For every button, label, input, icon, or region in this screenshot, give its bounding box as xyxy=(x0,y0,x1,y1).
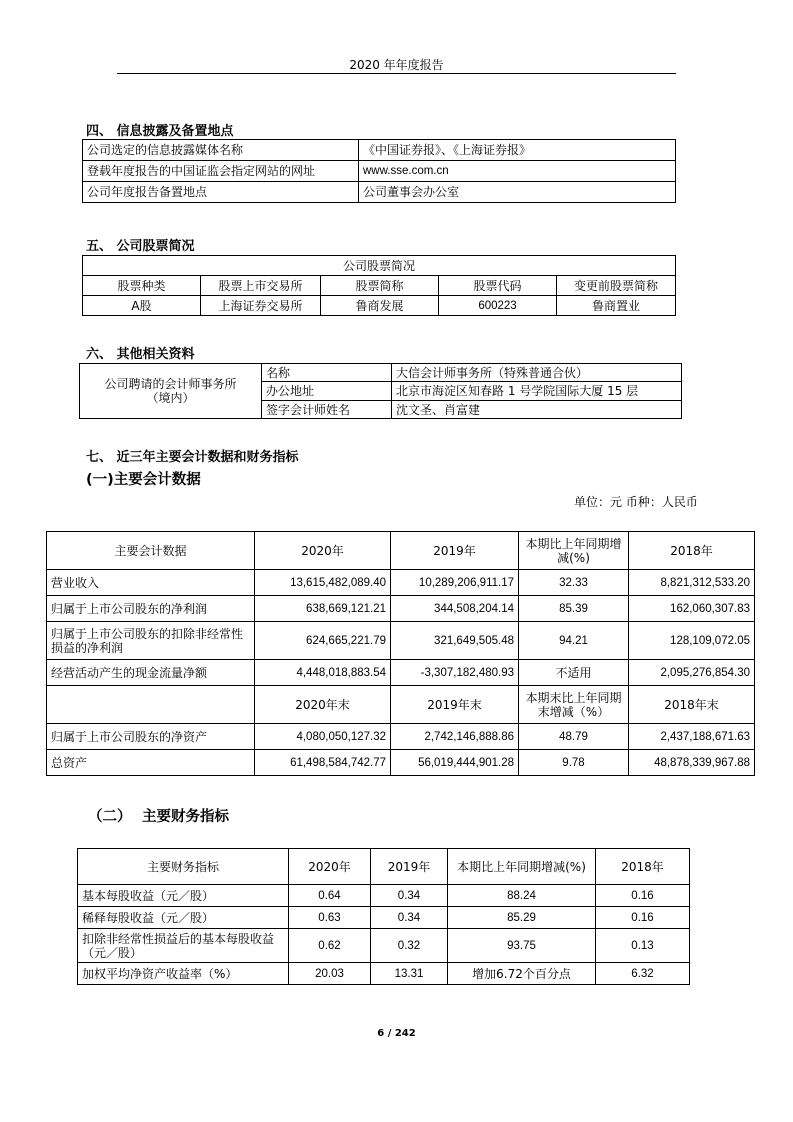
cell: 128,109,072.05 xyxy=(629,622,755,660)
cell: 沈文圣、肖富建 xyxy=(392,401,682,419)
cell: -3,307,182,480.93 xyxy=(391,660,519,686)
table-row xyxy=(78,907,690,929)
cell: 88.24 xyxy=(448,885,596,907)
cell: 营业收入 xyxy=(47,570,255,596)
section-7-heading: 七、 近三年主要会计数据和财务指标 xyxy=(86,450,299,465)
cell: 0.34 xyxy=(371,885,448,907)
cell: 办公地址 xyxy=(262,382,392,401)
column-header: 变更前股票简称 xyxy=(557,276,676,296)
cell: 321,649,505.48 xyxy=(391,622,519,660)
column-header: 主要会计数据 xyxy=(47,532,255,570)
cell: A股 xyxy=(83,296,201,316)
column-header: 本期比上年同期增减(%) xyxy=(448,849,596,885)
table-row xyxy=(83,296,676,316)
table-header-row xyxy=(78,849,690,885)
cell: 94.21 xyxy=(519,622,629,660)
table-row xyxy=(78,885,690,907)
column-header: 本期比上年同期增减(%) xyxy=(519,532,629,570)
column-header: 2019年 xyxy=(391,532,519,570)
table-header-row xyxy=(47,532,755,570)
cell: 0.16 xyxy=(596,907,690,929)
subsection-2-number: （二） xyxy=(88,809,132,825)
cell: 《中国证券报》、《上海证券报》 xyxy=(359,140,676,161)
subsection-1-title: (一)主要会计数据 xyxy=(86,472,201,488)
table-caption: 公司股票简况 xyxy=(83,256,676,276)
cell: 公司年度报告备置地点 xyxy=(83,182,359,203)
cell: 4,080,050,127.32 xyxy=(255,724,391,750)
column-header: 股票代码 xyxy=(439,276,557,296)
table-row xyxy=(47,570,755,596)
column-header: 2018年末 xyxy=(629,686,755,724)
unit-note: 单位：元 币种：人民币 xyxy=(574,495,698,509)
column-header: 2020年末 xyxy=(255,686,391,724)
cell: 0.63 xyxy=(289,907,371,929)
cell: 归属于上市公司股东的净利润 xyxy=(47,596,255,622)
column-header: 2020年 xyxy=(255,532,391,570)
cell: 93.75 xyxy=(448,929,596,963)
table-row xyxy=(78,963,690,985)
page-number: 6 / 242 xyxy=(377,1028,416,1039)
cell: 4,448,018,883.54 xyxy=(255,660,391,686)
table-row xyxy=(80,364,682,382)
cell: 48,878,339,967.88 xyxy=(629,750,755,776)
cell: 9.78 xyxy=(519,750,629,776)
stock-table xyxy=(82,255,676,316)
column-header: 本期末比上年同期末增减（%） xyxy=(519,686,629,724)
cell: 85.29 xyxy=(448,907,596,929)
column-header: 2020年 xyxy=(289,849,371,885)
financial-indicators-table xyxy=(77,848,690,985)
cell: 加权平均净资产收益率（%） xyxy=(78,963,289,985)
cell: 大信会计师事务所（特殊普通合伙） xyxy=(392,364,682,382)
cell: 公司选定的信息披露媒体名称 xyxy=(83,140,359,161)
table-row xyxy=(83,161,676,182)
cell: 归属于上市公司股东的净资产 xyxy=(47,724,255,750)
cell: 0.64 xyxy=(289,885,371,907)
cell: 扣除非经常性损益后的基本每股收益（元／股） xyxy=(78,929,289,963)
table-row xyxy=(47,596,755,622)
cell: 32.33 xyxy=(519,570,629,596)
table-row xyxy=(83,256,676,276)
table-row xyxy=(78,929,690,963)
cell: 基本每股收益（元／股） xyxy=(78,885,289,907)
table-row xyxy=(47,622,755,660)
disclosure-table xyxy=(82,139,676,203)
auditor-label-line2: （境内） xyxy=(146,391,195,405)
cell: 北京市海淀区知春路 1 号学院国际大厦 15 层 xyxy=(392,382,682,401)
cell: 0.13 xyxy=(596,929,690,963)
table-header-row xyxy=(47,686,755,724)
column-header: 股票种类 xyxy=(83,276,201,296)
cell: 0.16 xyxy=(596,885,690,907)
cell: 不适用 xyxy=(519,660,629,686)
cell: 624,665,221.79 xyxy=(255,622,391,660)
cell: 6.32 xyxy=(596,963,690,985)
cell: 经营活动产生的现金流量净额 xyxy=(47,660,255,686)
cell: 名称 xyxy=(262,364,392,382)
cell: 鲁商发展 xyxy=(321,296,439,316)
auditor-label xyxy=(80,364,262,419)
cell: 2,437,188,671.63 xyxy=(629,724,755,750)
cell: 2,742,146,888.86 xyxy=(391,724,519,750)
table-header-row xyxy=(83,276,676,296)
column-header xyxy=(47,686,255,724)
page-header: 2020 年年度报告 xyxy=(349,58,444,72)
cell: 鲁商置业 xyxy=(557,296,676,316)
column-header: 股票简称 xyxy=(321,276,439,296)
cell: 600223 xyxy=(439,296,557,316)
cell: 56,019,444,901.28 xyxy=(391,750,519,776)
column-header: 主要财务指标 xyxy=(78,849,289,885)
table-row xyxy=(47,660,755,686)
column-header: 2019年 xyxy=(371,849,448,885)
cell: 638,669,121.21 xyxy=(255,596,391,622)
cell: 签字会计师姓名 xyxy=(262,401,392,419)
cell: 344,508,204.14 xyxy=(391,596,519,622)
table-row xyxy=(83,182,676,203)
column-header: 2018年 xyxy=(629,532,755,570)
cell: 登载年度报告的中国证监会指定网站的网址 xyxy=(83,161,359,182)
cell: 2,095,276,854.30 xyxy=(629,660,755,686)
cell: 61,498,584,742.77 xyxy=(255,750,391,776)
cell: 增加6.72个百分点 xyxy=(448,963,596,985)
table-row xyxy=(83,140,676,161)
cell: 0.34 xyxy=(371,907,448,929)
table-row xyxy=(47,750,755,776)
cell: 公司董事会办公室 xyxy=(359,182,676,203)
cell: 48.79 xyxy=(519,724,629,750)
header-divider xyxy=(117,73,676,74)
cell: 10,289,206,911.17 xyxy=(391,570,519,596)
cell: 0.32 xyxy=(371,929,448,963)
cell: 85.39 xyxy=(519,596,629,622)
column-header: 股票上市交易所 xyxy=(201,276,321,296)
cell: 稀释每股收益（元／股） xyxy=(78,907,289,929)
cell: 0.62 xyxy=(289,929,371,963)
section-5-heading: 五、 公司股票简况 xyxy=(86,239,195,254)
cell: 8,821,312,533.20 xyxy=(629,570,755,596)
subsection-2-title: 主要财务指标 xyxy=(142,809,229,825)
cell: 总资产 xyxy=(47,750,255,776)
cell: 162,060,307.83 xyxy=(629,596,755,622)
column-header: 2019年末 xyxy=(391,686,519,724)
cell: 归属于上市公司股东的扣除非经常性损益的净利润 xyxy=(47,622,255,660)
section-6-heading: 六、 其他相关资料 xyxy=(86,347,195,362)
section-4-heading: 四、 信息披露及备置地点 xyxy=(86,124,234,139)
cell: 20.03 xyxy=(289,963,371,985)
column-header: 2018年 xyxy=(596,849,690,885)
auditor-table xyxy=(79,363,682,419)
cell: 13,615,482,089.40 xyxy=(255,570,391,596)
accounting-data-table xyxy=(46,531,755,776)
website-link[interactable]: www.sse.com.cn xyxy=(359,161,676,182)
auditor-label-line1: 公司聘请的会计师事务所 xyxy=(104,377,237,391)
table-row xyxy=(47,724,755,750)
cell: 13.31 xyxy=(371,963,448,985)
cell: 上海证券交易所 xyxy=(201,296,321,316)
